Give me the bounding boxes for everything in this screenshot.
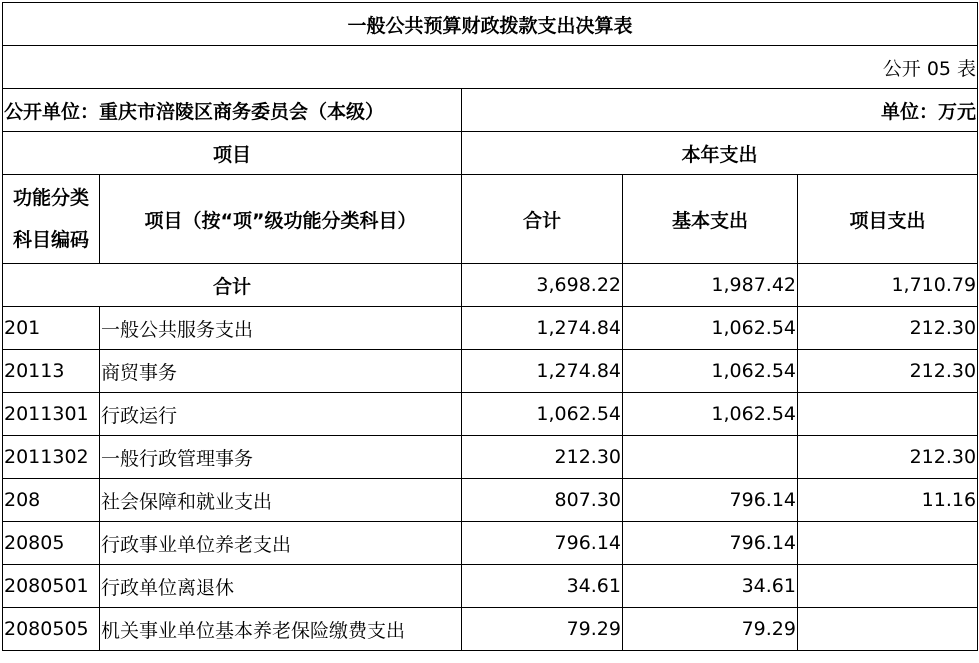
- row-name: 一般行政管理事务: [100, 436, 462, 479]
- table-row: [3, 436, 978, 479]
- row-project: 212.30: [798, 436, 978, 479]
- row-project: 212.30: [798, 307, 978, 350]
- row-code: 2080501: [3, 565, 100, 608]
- currency-unit-label: 单位：万元: [462, 89, 978, 132]
- row-name: 商贸事务: [100, 350, 462, 393]
- row-project: 11.16: [798, 479, 978, 522]
- row-code: 20113: [3, 350, 100, 393]
- header-code: 功能分类科目编码: [3, 175, 100, 264]
- row-name: 机关事业单位基本养老保险缴费支出: [100, 608, 462, 651]
- total-label: 合计: [3, 264, 462, 307]
- row-basic: 1,062.54: [623, 393, 798, 436]
- row-project: [798, 565, 978, 608]
- row-total: 79.29: [462, 608, 623, 651]
- title-row: [3, 3, 978, 46]
- row-name: 行政单位离退休: [100, 565, 462, 608]
- table-row: [3, 565, 978, 608]
- total-project: 1,710.79: [798, 264, 978, 307]
- row-code: 2011302: [3, 436, 100, 479]
- row-code: 201: [3, 307, 100, 350]
- row-total: 212.30: [462, 436, 623, 479]
- header-row-1: [3, 132, 978, 175]
- row-total: 34.61: [462, 565, 623, 608]
- table-row: [3, 522, 978, 565]
- form-no-row: [3, 46, 978, 89]
- row-name: 一般公共服务支出: [100, 307, 462, 350]
- row-project: [798, 393, 978, 436]
- total-basic: 1,987.42: [623, 264, 798, 307]
- row-project: 212.30: [798, 350, 978, 393]
- table-row: [3, 350, 978, 393]
- unit-row: [3, 89, 978, 132]
- row-total: 807.30: [462, 479, 623, 522]
- public-unit-label: 公开单位：重庆市涪陵区商务委员会（本级）: [3, 89, 462, 132]
- table-row: [3, 608, 978, 651]
- header-current-year: 本年支出: [462, 132, 978, 175]
- row-name: 行政事业单位养老支出: [100, 522, 462, 565]
- row-basic: 79.29: [623, 608, 798, 651]
- form-number: 公开 05 表: [3, 46, 978, 89]
- row-basic: 1,062.54: [623, 350, 798, 393]
- row-project: [798, 522, 978, 565]
- header-item-name: 项目（按“项”级功能分类科目）: [100, 175, 462, 264]
- header-total: 合计: [462, 175, 623, 264]
- total-amount: 3,698.22: [462, 264, 623, 307]
- row-name: 社会保障和就业支出: [100, 479, 462, 522]
- row-name: 行政运行: [100, 393, 462, 436]
- row-basic: 1,062.54: [623, 307, 798, 350]
- header-item: 项目: [3, 132, 462, 175]
- table-row: [3, 479, 978, 522]
- header-basic: 基本支出: [623, 175, 798, 264]
- row-basic: 34.61: [623, 565, 798, 608]
- row-project: [798, 608, 978, 651]
- header-project: 项目支出: [798, 175, 978, 264]
- row-basic: [623, 436, 798, 479]
- row-code: 2011301: [3, 393, 100, 436]
- row-total: 1,274.84: [462, 350, 623, 393]
- expenditure-table: [2, 2, 978, 651]
- total-row: [3, 264, 978, 307]
- row-basic: 796.14: [623, 479, 798, 522]
- table-row: [3, 393, 978, 436]
- row-code: 208: [3, 479, 100, 522]
- header-row-2: [3, 175, 978, 264]
- row-code: 20805: [3, 522, 100, 565]
- row-total: 1,062.54: [462, 393, 623, 436]
- row-total: 796.14: [462, 522, 623, 565]
- table-title: 一般公共预算财政拨款支出决算表: [3, 3, 978, 46]
- row-total: 1,274.84: [462, 307, 623, 350]
- row-code: 2080505: [3, 608, 100, 651]
- row-basic: 796.14: [623, 522, 798, 565]
- table-row: [3, 307, 978, 350]
